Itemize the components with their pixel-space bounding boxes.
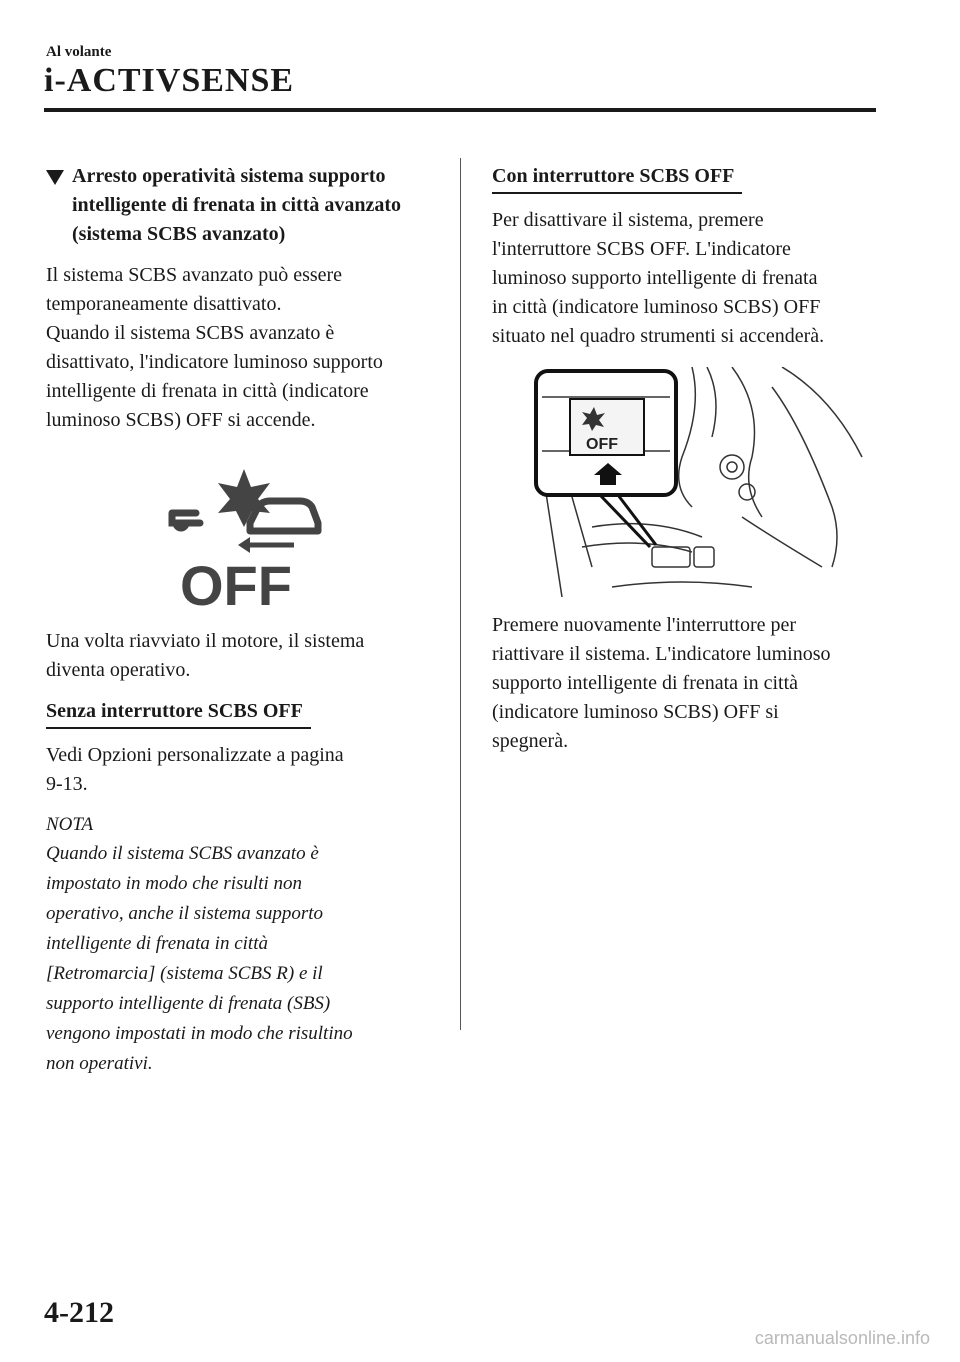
nota-line: supporto intelligente di frenata (SBS) [46, 993, 331, 1014]
restart-line: diventa operativo. [46, 659, 191, 681]
section-label: Al volante [46, 44, 112, 60]
switch-location-illustration [532, 367, 872, 597]
intro-line: Il sistema SCBS avanzato può essere [46, 264, 343, 286]
scbs-off-indicator-figure [46, 465, 446, 615]
switch-off-label: OFF [586, 436, 618, 453]
nota-line: vengono impostati in modo che risultino [46, 1023, 353, 1044]
intro-line: luminoso SCBS) OFF si accende. [46, 409, 316, 431]
watermark: carmanualsonline.info [754, 1328, 930, 1348]
again-line: (indicatore luminoso SCBS) OFF si [492, 701, 779, 723]
nota-block [46, 811, 446, 1079]
press-line: in città (indicatore luminoso SCBS) OFF [492, 296, 821, 318]
reference-paragraph [46, 741, 446, 799]
column-divider [460, 158, 461, 1030]
restart-line: Una volta riavviato il motore, il sistema [46, 630, 365, 652]
again-line: Premere nuovamente l'interruttore per [492, 614, 797, 636]
again-line: riattivare il sistema. L'indicatore luminoso [492, 643, 831, 665]
again-line: supporto intelligente di frenata in città [492, 672, 799, 694]
nota-line: non operativi. [46, 1053, 153, 1074]
page-title: i-ACTIVSENSE [44, 62, 295, 99]
intro-line: Quando il sistema SCBS avanzato è [46, 322, 335, 344]
nota-line: impostato in modo che risulti non [46, 873, 302, 894]
intro-line: intelligente di frenata in città (indicatore [46, 380, 369, 402]
again-line: spegnerà. [492, 730, 569, 752]
page-number: 4-212 [44, 1296, 114, 1329]
restart-paragraph [46, 627, 446, 685]
off-label: OFF [180, 554, 292, 613]
rear-car-icon [172, 513, 200, 528]
reference-line: 9-13. [46, 773, 88, 795]
again-paragraph [492, 611, 882, 756]
intro-line: disattivato, l'indicatore luminoso supporto [46, 351, 383, 373]
section-heading-text: Arresto operatività sistema supporto intelligente di frenata in città avanzato (sistema SCBS avanzato) [72, 165, 402, 245]
dashboard-illustration [532, 367, 872, 597]
nota-line: intelligente di frenata in città [46, 933, 268, 954]
callout-pointer [600, 495, 656, 547]
reference-line: Vedi Opzioni personalizzate a pagina [46, 744, 344, 766]
nota-line: operativo, anche il sistema supporto [46, 903, 324, 924]
intro-paragraph [46, 261, 446, 435]
press-paragraph [492, 206, 882, 351]
right-column [492, 162, 882, 756]
nota-title: NOTA [46, 814, 94, 835]
press-line: l'interruttore SCBS OFF. L'indicatore [492, 238, 791, 260]
left-column [46, 162, 446, 1079]
header-divider [44, 108, 876, 112]
nota-line: Quando il sistema SCBS avanzato è [46, 843, 319, 864]
subheading-no-switch: Senza interruttore SCBS OFF [46, 697, 311, 729]
press-line: situato nel quadro strumenti si accenderà. [492, 325, 825, 347]
press-line: luminoso supporto intelligente di frenata [492, 267, 818, 289]
scbs-off-indicator-icon [166, 465, 326, 613]
nota-line: [Retromarcia] (sistema SCBS R) e il [46, 963, 323, 984]
section-heading [46, 162, 446, 249]
collision-star-icon [218, 469, 270, 527]
subheading-with-switch: Con interruttore SCBS OFF [492, 162, 742, 194]
press-line: Per disattivare il sistema, premere [492, 209, 764, 231]
triangle-bullet-icon [46, 170, 64, 185]
intro-line: temporaneamente disattivato. [46, 293, 282, 315]
arrow-head-icon [238, 537, 250, 553]
front-car-icon [250, 501, 318, 531]
